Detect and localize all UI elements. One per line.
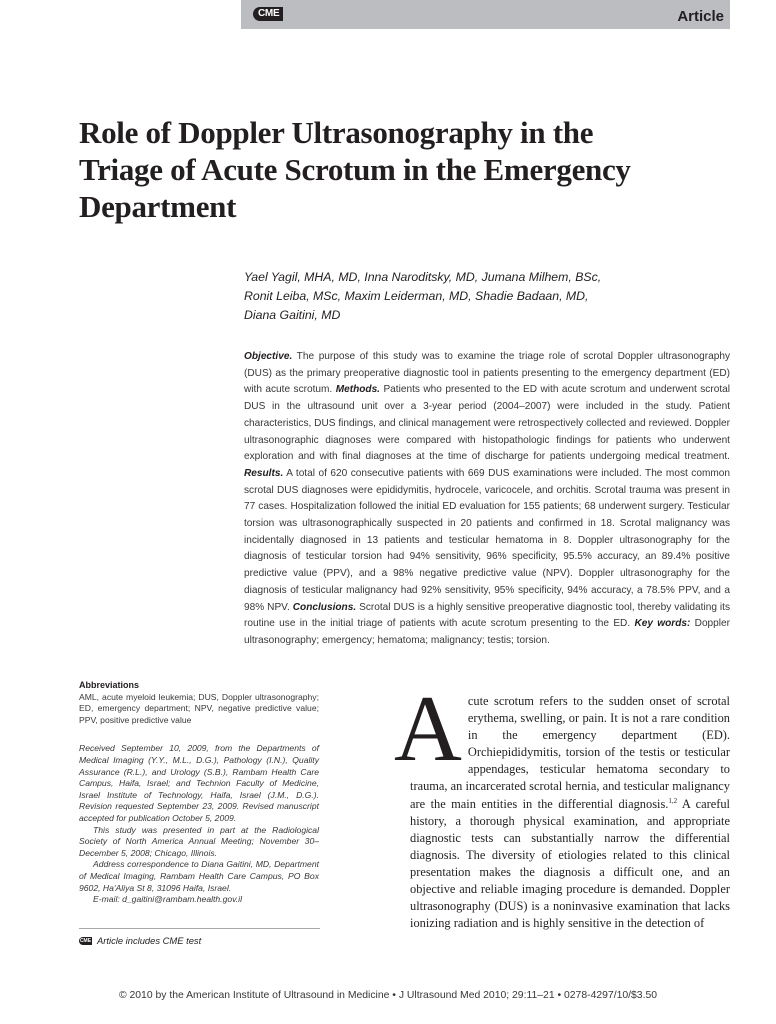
cme-badge: CME (253, 7, 283, 21)
drop-cap: A (394, 677, 462, 781)
objective-label: Objective. (244, 351, 293, 362)
author-list (244, 268, 674, 325)
objective-text: The purpose of this study was to examine the triage role of scrotal Doppler ultrasonography (DUS) as the primary preoperative diagnostic tool in patients presenting to the emergency department (ED) with acute scrotum. (244, 351, 730, 396)
correspondence-note: Address correspondence to Diana Gaitini, MD, Department of Medical Imaging, Rambam Health Care Campus, PO Box 9602, Ha'Aliya St 8, 31096 Haifa, Israel. (79, 859, 319, 893)
results-text: A total of 620 consecutive patients with 669 DUS examinations were included. The most common scrotal DUS diagnoses were epididymitis, hydrocele, varicocele, and orchitis. Scrotal trauma was present in 77 cases. Hospitalization followed the initial ED evaluation for 155 patients; 68 underwent surgery. Testicular torsion was ultrasonographically suspected in 20 patients and confirmed in 18. Scrotal malignancy was incidentally diagnosed in 13 patients and testicular hematoma in 8. Doppler ultrasonography for the diagnosis of testicular torsion had 94% sensitivity, 96% specificity, 95.5% accuracy, an 89.4% positive predictive value (PPV), and a 98% negative predictive value (NPV). Doppler ultrasonography for the diagnosis of testicular malignancy had 92% sensitivity, 95% specificity, 94% accuracy, a 78.5% PPV, and a 98% NPV. (244, 467, 730, 613)
body-paragraph-part1: cute scrotum refers to the sudden onset of scrotal erythema, swelling, or pain. It is not a rare condition in the emergency department (ED). Orchiepididymitis, torsion of the testis or testicular appendages, testicular hematoma secondary to trauma, an incarcerated scrotal hernia, and testicular malignancy are the main entities in the differential diagnosis. (410, 694, 730, 811)
keywords-text: Doppler ultrasonography; emergency; hematoma; malignancy; testis; torsion. (244, 618, 731, 646)
section-label: Article (677, 8, 724, 25)
author-line: Ronit Leiba, MSc, Maxim Leiderman, MD, Shadie Badaan, MD, (244, 289, 589, 303)
keywords-label: Key words: (634, 618, 691, 630)
cme-note (79, 935, 201, 946)
article-title: Role of Doppler Ultrasonography in the Triage of Acute Scrotum in the Emergency Department (79, 115, 631, 224)
sidebar-divider (79, 928, 320, 929)
cme-icon: CME (79, 937, 92, 944)
conclusions-text: Scrotal DUS is a highly sensitive preoperative diagnostic tool, thereby validating its routine use in the initial triage of patients with acute scrotum presenting to the ED. (244, 601, 730, 630)
abbreviations-heading: Abbreviations (79, 680, 140, 690)
methods-label: Methods. (335, 384, 380, 396)
article-sidebar (79, 680, 319, 906)
author-line: Diana Gaitini, MD (244, 308, 341, 322)
received-note: Received September 10, 2009, from the Departments of Medical Imaging (Y.Y., M.L., D.G.), Pathology (I.N.), Quality Assurance (R.L.), and Urology (S.B.), Rambam Health Care Campus, Haifa, Israel; and Technion Faculty of Medicine, Israel Institute of Technology, Haifa, Israel (J.M., D.G.). Revision requested September 23, 2009. Revised manuscript accepted for publication October 5, 2009. (79, 743, 319, 823)
abstract (244, 349, 730, 650)
body-paragraph-part2: A careful history, a thorough physical examination, and appropriate diagnostic tests can substantially narrow the differential diagnosis. The diversity of etiologies related to this clinical presentation makes the diagnosis a difficult one, and an objective and reliable imaging procedure is demanded. Doppler ultrasonography (DUS) is a noninvasive examination that lacks ionizing radiation and is highly sensitive in the detection of (410, 796, 730, 931)
author-line: Yael Yagil, MHA, MD, Inna Naroditsky, MD, Jumana Milhem, BSc, (244, 270, 602, 284)
abbreviations-text: AML, acute myeloid leukemia; DUS, Doppler ultrasonography; ED, emergency department; NPV, negative predictive value; PPV, positive predictive value (79, 691, 319, 725)
citation-ref[interactable]: 1,2 (668, 796, 678, 805)
article-history (79, 743, 319, 905)
methods-text: Patients who presented to the ED with acute scrotum and underwent scrotal DUS in the ultrasound unit over a 3-year period (2004–2007) were included in the study. Patient characteristics, DUS findings, and clinical management were retrospectively collected and reviewed. Doppler ultrasonographic diagnoses were compared with histopathologic findings for patients who underwent exploration and with final diagnoses at the time of discharge for patients undergoing medical treatment. (244, 384, 730, 463)
page-footer: © 2010 by the American Institute of Ultrasound in Medicine • J Ultrasound Med 2010; 29:11–21 • 0278-4297/10/$3.50 (118, 990, 658, 1001)
results-label: Results. (244, 467, 284, 479)
conclusions-label: Conclusions. (292, 601, 357, 613)
body-column (394, 677, 730, 932)
presented-note: This study was presented in part at the Radiological Society of North America Annual Meeting; November 30–December 5, 2008; Chicago, Illinois. (79, 824, 319, 858)
cme-note-text: Article includes CME test (97, 935, 202, 946)
email-link[interactable]: E-mail: d_gaitini@rambam.health.gov.il (93, 894, 242, 905)
journal-header-bar (241, 0, 730, 29)
